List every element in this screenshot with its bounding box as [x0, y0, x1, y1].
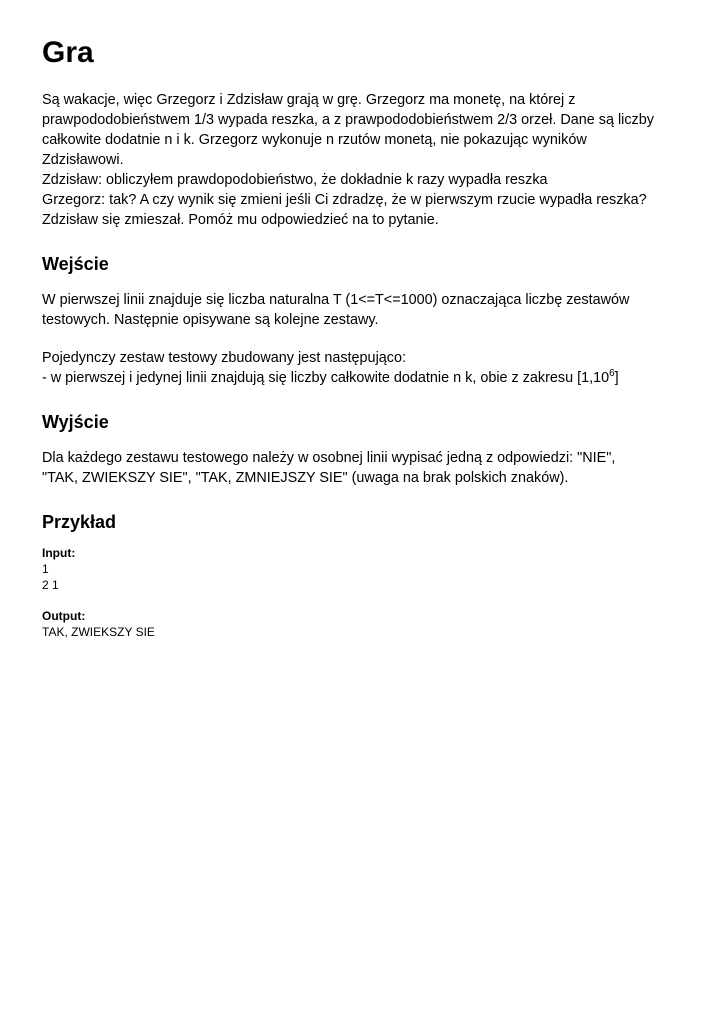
test-case-description: [42, 348, 692, 388]
output-description: [42, 448, 692, 488]
example-output-line: TAK, ZWIEKSZY SIE: [42, 625, 155, 639]
example-input-line: 1: [42, 562, 49, 576]
range-prefix: - w pierwszej i jedynej linii znajdują się liczby całkowite dodatnie n k, obie z zakresu [1,10: [42, 370, 610, 386]
output-line: Dla każdego zestawu testowego należy w osobnej linii wypisać jedną z odpowiedzi: "NIE",: [42, 450, 616, 466]
example-input-label: Input:: [42, 546, 76, 560]
intro-line: Grzegorz: tak? A czy wynik się zmieni jeśli Ci zdradzę, że w pierwszym rzucie wypadła reszka?: [42, 192, 647, 208]
intro-line: Zdzisław się zmieszał. Pomóż mu odpowiedzieć na to pytanie.: [42, 212, 439, 228]
output-heading: Wyjście: [42, 412, 109, 432]
input-line: W pierwszej linii znajduje się liczba naturalna T (1<=T<=1000) oznaczająca liczbę zestawów: [42, 292, 630, 308]
test-case-line: Pojedynczy zestaw testowy zbudowany jest następująco:: [42, 350, 406, 366]
example-input-line: 2 1: [42, 578, 59, 592]
intro-line: Są wakacje, więc Grzegorz i Zdzisław grają w grę. Grzegorz ma monetę, na której z: [42, 92, 576, 108]
intro-paragraph: [42, 90, 692, 230]
test-case-range-line: [42, 368, 692, 388]
example-heading: Przykład: [42, 512, 117, 532]
range-suffix: ]: [614, 370, 619, 386]
page-title: Gra: [42, 36, 94, 69]
input-heading: Wejście: [42, 254, 109, 274]
intro-line: prawpododobieństwem 1/3 wypada reszka, a z prawpododobieństwem 2/3 orzeł. Dane są liczby: [42, 112, 654, 128]
problem-statement: [42, 30, 692, 640]
input-description: [42, 290, 692, 330]
intro-line: Zdzisławowi.: [42, 152, 124, 168]
output-line: "TAK, ZWIEKSZY SIE", "TAK, ZMNIEJSZY SIE" (uwaga na brak polskich znaków).: [42, 470, 569, 486]
input-line: testowych. Następnie opisywane są kolejne zestawy.: [42, 312, 379, 328]
intro-line: Zdzisław: obliczyłem prawdopodobieństwo, że dokładnie k razy wypadła reszka: [42, 172, 548, 188]
example-output-label: Output:: [42, 609, 86, 623]
range-exponent: 6: [609, 368, 615, 380]
intro-line: całkowite dodatnie n i k. Grzegorz wykonuje n rzutów monetą, nie pokazując wyników: [42, 132, 587, 148]
example-block: [42, 545, 692, 640]
